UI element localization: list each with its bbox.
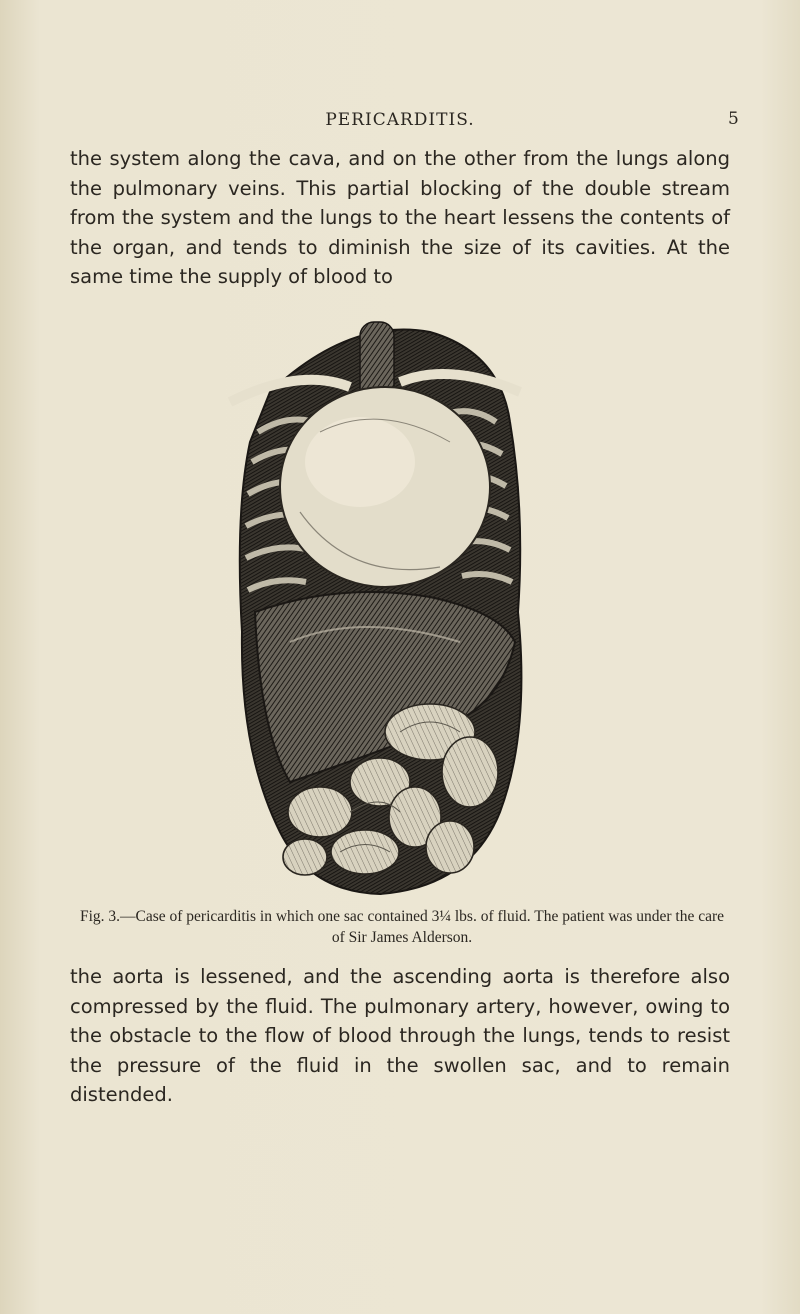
paragraph-2: the aorta is lessened, and the ascending aorta is therefore also compressed by the fluid. The pulmonary artery, however, owing to the obstacle to the flow of blood through the lungs, tends to resist the pressure of the fluid in the swollen sac, and to remain distended. (70, 965, 730, 1106)
paragraph-1: the system along the cava, and on the other from the lungs along the pulmonary veins. This partial blocking of the double stream from the system and the lungs to the heart lessens the contents of the organ, and tends to diminish the size of its cavities. At the same time the supply of blood to (70, 147, 730, 288)
page-number: 5 (728, 109, 739, 129)
running-head (0, 110, 800, 134)
figure-caption: Fig. 3.—Case of pericarditis in which one sac contained 3¼ lbs. of fluid. The patient was under the care of Sir James Alderson. (79, 908, 725, 946)
anatomical-illustration (200, 312, 560, 902)
figure-illustration (200, 312, 560, 902)
running-title: PERICARDITIS. (325, 110, 475, 130)
